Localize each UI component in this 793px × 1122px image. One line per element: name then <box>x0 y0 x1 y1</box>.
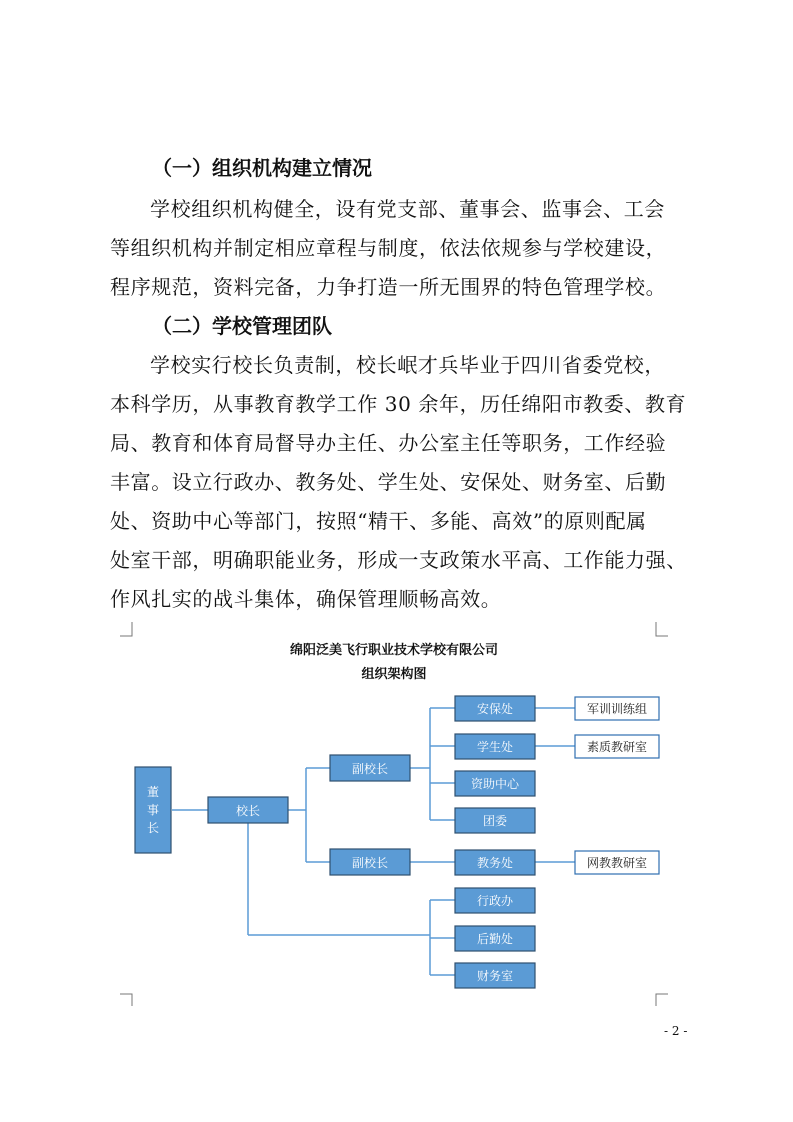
box-vice-principal-2 <box>330 849 410 875</box>
paragraph-line: 处、资助中心等部门，按照“精干、多能、高效”的原则配属 <box>110 509 647 533</box>
paragraph-line: 程序规范，资料完备，力争打造一所无围界的特色管理学校。 <box>110 275 667 299</box>
svg-text:教务处: 教务处 <box>476 856 514 870</box>
svg-text:事: 事 <box>146 803 160 817</box>
svg-text:长: 长 <box>146 821 160 835</box>
svg-text:财务室: 财务室 <box>476 969 514 983</box>
svg-text:副校长: 副校长 <box>351 856 389 870</box>
paragraph-line: 局、教育和体育局督导办主任、办公室主任等职务，工作经验 <box>110 431 667 455</box>
box-board-chairman <box>135 767 171 853</box>
svg-text:素质教研室: 素质教研室 <box>586 740 648 754</box>
crop-mark <box>120 622 132 636</box>
box-network-teaching-office <box>575 851 659 874</box>
paragraph-line: 丰富。设立行政办、教务处、学生处、安保处、财务室、后勤 <box>110 470 667 494</box>
box-finance-office <box>455 963 535 988</box>
svg-text:副校长: 副校长 <box>351 762 389 776</box>
crop-mark <box>656 994 668 1006</box>
box-principal <box>208 797 288 823</box>
svg-text:后勤处: 后勤处 <box>476 932 514 946</box>
org-chart-subtitle: 组织架构图 <box>361 667 427 682</box>
svg-text:安保处: 安保处 <box>476 702 514 716</box>
box-academic-office <box>455 850 535 875</box>
crop-mark <box>120 994 132 1006</box>
paragraph-line: 等组织机构并制定相应章程与制度，依法依规参与学校建设， <box>110 236 667 260</box>
svg-text:网教教研室: 网教教研室 <box>586 856 648 870</box>
section-heading-management-team: （二）学校管理团队 <box>152 314 332 338</box>
box-vice-principal-1 <box>330 755 410 781</box>
box-logistics-office <box>455 926 535 951</box>
paragraph-line: 作风扎实的战斗集体，确保管理顺畅高效。 <box>110 587 502 611</box>
paragraph-line: 学校组织机构健全，设有党支部、董事会、监事会、工会 <box>150 197 665 221</box>
paragraph-line: 学校实行校长负责制，校长岷才兵毕业于四川省委党校， <box>150 353 665 377</box>
box-security-office <box>455 696 535 721</box>
svg-text:团委: 团委 <box>482 814 508 828</box>
box-aid-center <box>455 771 535 796</box>
paragraph-line: 处室干部，明确职能业务，形成一支政策水平高、工作能力强、 <box>110 548 687 572</box>
paragraph-line: 本科学历，从事教育教学工作 30 余年，历任绵阳市教委、教育 <box>110 392 687 416</box>
section-heading-organization: （一）组织机构建立情况 <box>152 156 372 180</box>
svg-text:资助中心: 资助中心 <box>470 777 520 791</box>
svg-text:董: 董 <box>146 785 160 799</box>
box-student-office <box>455 734 535 759</box>
svg-text:行政办: 行政办 <box>476 894 514 908</box>
box-admin-office <box>455 888 535 913</box>
svg-text:军训训练组: 军训训练组 <box>586 702 648 716</box>
svg-text:学生处: 学生处 <box>476 740 514 754</box>
org-chart-title: 绵阳泛美飞行职业技术学校有限公司 <box>289 643 499 658</box>
box-quality-teaching-office <box>575 735 659 758</box>
crop-mark <box>656 622 668 636</box>
page-number: - 2 - <box>664 1024 688 1038</box>
box-military-training-group <box>575 697 659 720</box>
svg-text:校长: 校长 <box>235 804 261 818</box>
box-youth-league <box>455 808 535 833</box>
